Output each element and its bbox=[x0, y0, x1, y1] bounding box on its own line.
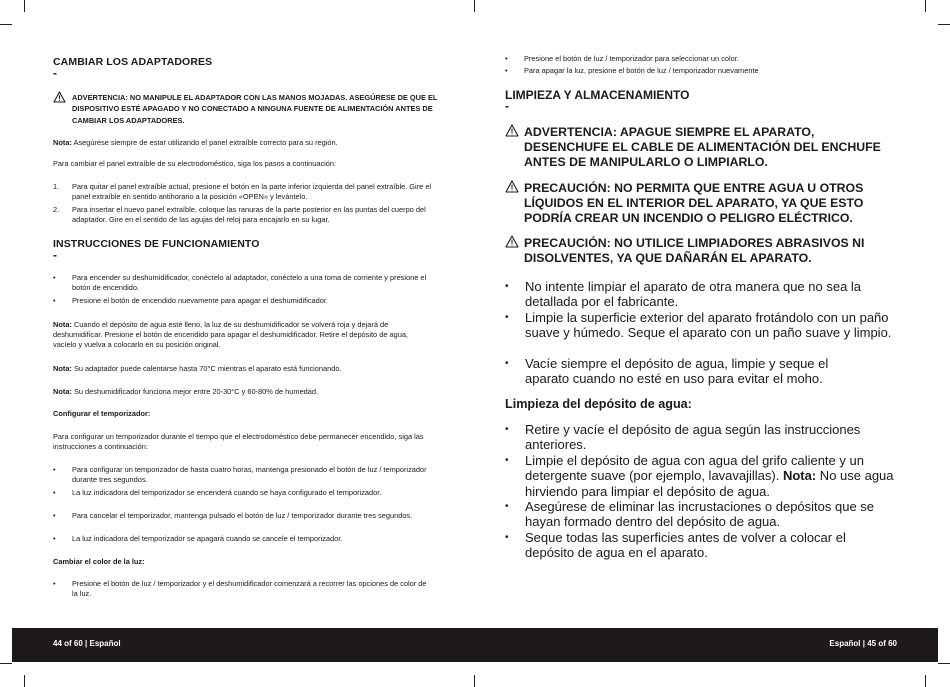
warning-triangle-icon bbox=[53, 91, 66, 106]
crop-mark bbox=[938, 24, 950, 25]
note-label: Nota: bbox=[782, 468, 817, 484]
bullet: • bbox=[505, 424, 509, 435]
step-item bbox=[53, 205, 443, 226]
list-item-text: Vacíe siempre el depósito de agua, limpie y seque el aparato cuando no esté en uso para evitar el moho. bbox=[525, 356, 829, 387]
list-item-text: Asegúrese de eliminar las incrustaciones o depósitos que se hayan formado dentro del depósito de agua. bbox=[525, 499, 875, 530]
bullet: • bbox=[505, 455, 509, 466]
heading-change-light-color: Cambiar el color de la luz: bbox=[53, 557, 145, 566]
heading-set-timer: Configurar el temporizador: bbox=[53, 409, 151, 418]
step-item bbox=[53, 182, 443, 203]
list-item bbox=[53, 511, 443, 532]
list-item-text: Retire y vacíe el depósito de agua según las instrucciones anteriores. bbox=[525, 422, 861, 453]
bullet: • bbox=[505, 312, 509, 323]
heading-cleaning-storage: LIMPIEZA Y ALMACENAMIENTO bbox=[505, 88, 690, 102]
list-item bbox=[53, 534, 443, 545]
list-item bbox=[53, 579, 431, 600]
bullet: • bbox=[53, 534, 56, 543]
note-text: Su adaptador puede calentarse hasta 70°C mientras el aparato está funcionando. bbox=[71, 364, 342, 373]
list-item-text: Para apagar la luz, presione el botón de luz / temporizador nuevamente bbox=[524, 66, 759, 75]
list-item-text: Presione el botón de encendido nuevamente para apagar el deshumidificador. bbox=[72, 296, 328, 305]
crop-mark bbox=[925, 675, 926, 687]
list-item bbox=[505, 54, 900, 65]
right-page-number: Español | 45 of 60 bbox=[829, 639, 897, 648]
note-region bbox=[53, 138, 443, 148]
list-item-text-part: No use agua hirviendo para limpiar el depósito de agua. bbox=[525, 468, 894, 499]
crop-mark bbox=[0, 24, 12, 25]
list-item-text: Limpie la superficie exterior del aparato frotándolo con un paño suave y húmedo. Seque el aparato con un paño suave y limpio. bbox=[525, 310, 892, 341]
note-optimal-range bbox=[53, 387, 443, 397]
list-item bbox=[505, 310, 900, 356]
adapter-warning-text: ADVERTENCIA: NO MANIPULE EL ADAPTADOR CON LAS MANOS MOJADAS. ASEGÚRESE DE QUE EL DISPOSITIVO ESTÉ APAGADO Y NO CONECTADO A NINGUNA FUENTE DE ALIMENTACIÓN ANTES DE CAMBIAR LOS ADAPTADORES. bbox=[72, 93, 438, 125]
list-item-text-part: Limpie el depósito de agua con agua del grifo caliente y un detergente suave (por ejemplo, lavavajillas). bbox=[525, 453, 864, 484]
list-item bbox=[53, 296, 443, 307]
note-text: Cuando el depósito de agua esté lleno, la luz de su deshumidificador se volverá roja y dejará de deshumidificar. Presione el botón de encendido para apagar el deshumidificador. Retire el depósito de agua, vacíelo y vuelva a colocarlo en su posición original. bbox=[53, 320, 408, 350]
step-text: Para insertar el nuevo panel extraíble, coloque las ranuras de la parte posterior en las puntas del cuerpo del adaptador. Gire en el sentido de las agujas del reloj para encajarlo en su lugar. bbox=[72, 205, 426, 225]
list-item-text: No intente limpiar el aparato de otra manera que no sea la detallada por el fabricante. bbox=[525, 279, 862, 310]
list-item bbox=[53, 488, 415, 509]
warning-triangle-icon bbox=[505, 180, 519, 197]
bullet: • bbox=[505, 501, 509, 512]
bullet: • bbox=[505, 358, 509, 369]
crop-mark bbox=[24, 675, 25, 687]
timer-intro: Para configurar un temporizador durante el tiempo que el electrodoméstico debe permanecer encendido, siga las instrucciones a continuación: bbox=[53, 432, 424, 452]
heading-dash: - bbox=[53, 248, 57, 262]
warning-text: PRECAUCIÓN: NO UTILICE LIMPIADORES ABRASIVOS NI DISOLVENTES, YA QUE DAÑARÁN EL APARATO. bbox=[524, 236, 865, 265]
warning-text: PRECAUCIÓN: NO PERMITA QUE ENTRE AGUA U OTROS LÍQUIDOS EN EL INTERIOR DEL APARATO, YA QUE ESTO PODRÍA CREAR UN INCENDIO O PELIGRO ELÉCTRICO. bbox=[524, 181, 864, 225]
note-adapter-heat bbox=[53, 364, 443, 374]
bullet: • bbox=[53, 511, 56, 520]
footer-bar bbox=[12, 628, 938, 662]
list-item bbox=[505, 356, 875, 387]
step-number: 1. bbox=[53, 182, 60, 191]
crop-mark bbox=[474, 675, 475, 687]
warning-triangle-icon bbox=[505, 235, 519, 252]
bullet: • bbox=[53, 488, 56, 497]
bullet: • bbox=[53, 579, 56, 588]
step-number: 2. bbox=[53, 205, 60, 214]
caution-liquids bbox=[505, 181, 890, 225]
caution-abrasives bbox=[505, 236, 890, 266]
note-text: Su deshumidificador funciona mejor entre 20-30°C y 60-80% de humedad. bbox=[71, 387, 319, 396]
note-water-tank bbox=[53, 320, 431, 351]
list-item-text: Presione el botón de luz / temporizador para seleccionar un color. bbox=[524, 54, 739, 63]
crop-mark bbox=[938, 663, 950, 664]
list-item-text: La luz indicadora del temporizador se apagará cuando se cancele el temporizador. bbox=[72, 534, 343, 543]
bullet: • bbox=[53, 465, 56, 474]
list-item bbox=[505, 279, 900, 310]
heading-water-tank-cleaning: Limpieza del depósito de agua: bbox=[505, 397, 692, 411]
list-item bbox=[53, 465, 443, 486]
bullet: • bbox=[505, 54, 508, 63]
bullet: • bbox=[505, 281, 509, 292]
warning-unplug bbox=[505, 125, 890, 169]
crop-mark bbox=[24, 0, 25, 12]
bullet: • bbox=[505, 532, 509, 543]
note-label: Nota: bbox=[53, 320, 72, 329]
note-label: Nota: bbox=[53, 387, 72, 396]
step-text: Para quitar el panel extraíble actual, presione el botón en la parte inferior izquierda del panel extraíble. Gire el panel extraíble en sentido antihorario a la posición «OPEN» y levántelo. bbox=[72, 182, 432, 202]
list-item-text bbox=[525, 453, 900, 499]
note-label: Nota: bbox=[53, 364, 72, 373]
list-item bbox=[505, 422, 880, 453]
heading-change-adapters: CAMBIAR LOS ADAPTADORES bbox=[53, 56, 213, 68]
list-item-text: Para configurar un temporizador de hasta cuatro horas, mantenga presionado el botón de luz / temporizador durante tres segundos. bbox=[72, 465, 427, 485]
list-item bbox=[505, 66, 900, 77]
heading-dash: - bbox=[53, 66, 57, 80]
list-item-text: Presione el botón de luz / temporizador y el deshumidificador comenzará a recorrer las opciones de color de la luz. bbox=[72, 579, 427, 599]
list-item bbox=[505, 530, 870, 561]
bullet: • bbox=[53, 296, 56, 305]
crop-mark bbox=[474, 0, 475, 12]
list-item-text: La luz indicadora del temporizador se encenderá cuando se haya configurado el temporizador. bbox=[72, 488, 382, 497]
list-item-text: Para cancelar el temporizador, mantenga pulsado el botón de luz / temporizador durante tres segundos. bbox=[72, 511, 413, 520]
adapter-warning bbox=[53, 92, 438, 126]
list-item-text: Seque todas las superficies antes de volver a colocar el depósito de agua en el aparato. bbox=[525, 530, 846, 561]
note-text: Asegúrese siempre de estar utilizando el panel extraíble correcto para su región. bbox=[71, 138, 338, 147]
crop-mark bbox=[0, 663, 12, 664]
warning-text: ADVERTENCIA: APAGUE SIEMPRE EL APARATO, DESENCHUFE EL CABLE DE ALIMENTACIÓN DEL ENCHUFE ANTES DE MANIPULARLO O LIMPIARLO. bbox=[524, 125, 881, 169]
list-item bbox=[53, 273, 429, 294]
change-panel-intro: Para cambiar el panel extraíble de su electrodoméstico, siga los pasos a continuación: bbox=[53, 159, 337, 168]
list-item-text: Para encender su deshumidificador, conéctelo al adaptador, conéctelo a una toma de corriente y presione el botón de encendido. bbox=[72, 273, 427, 293]
note-label: Nota: bbox=[53, 138, 72, 147]
bullet: • bbox=[505, 66, 508, 75]
list-item bbox=[505, 453, 900, 499]
heading-operating-instructions: INSTRUCCIONES DE FUNCIONAMIENTO bbox=[53, 238, 260, 250]
list-item bbox=[505, 499, 900, 530]
left-page-number: 44 of 60 | Español bbox=[53, 639, 121, 648]
bullet: • bbox=[53, 273, 56, 282]
heading-dash: - bbox=[505, 99, 509, 113]
crop-mark bbox=[925, 0, 926, 12]
warning-triangle-icon bbox=[505, 124, 519, 141]
